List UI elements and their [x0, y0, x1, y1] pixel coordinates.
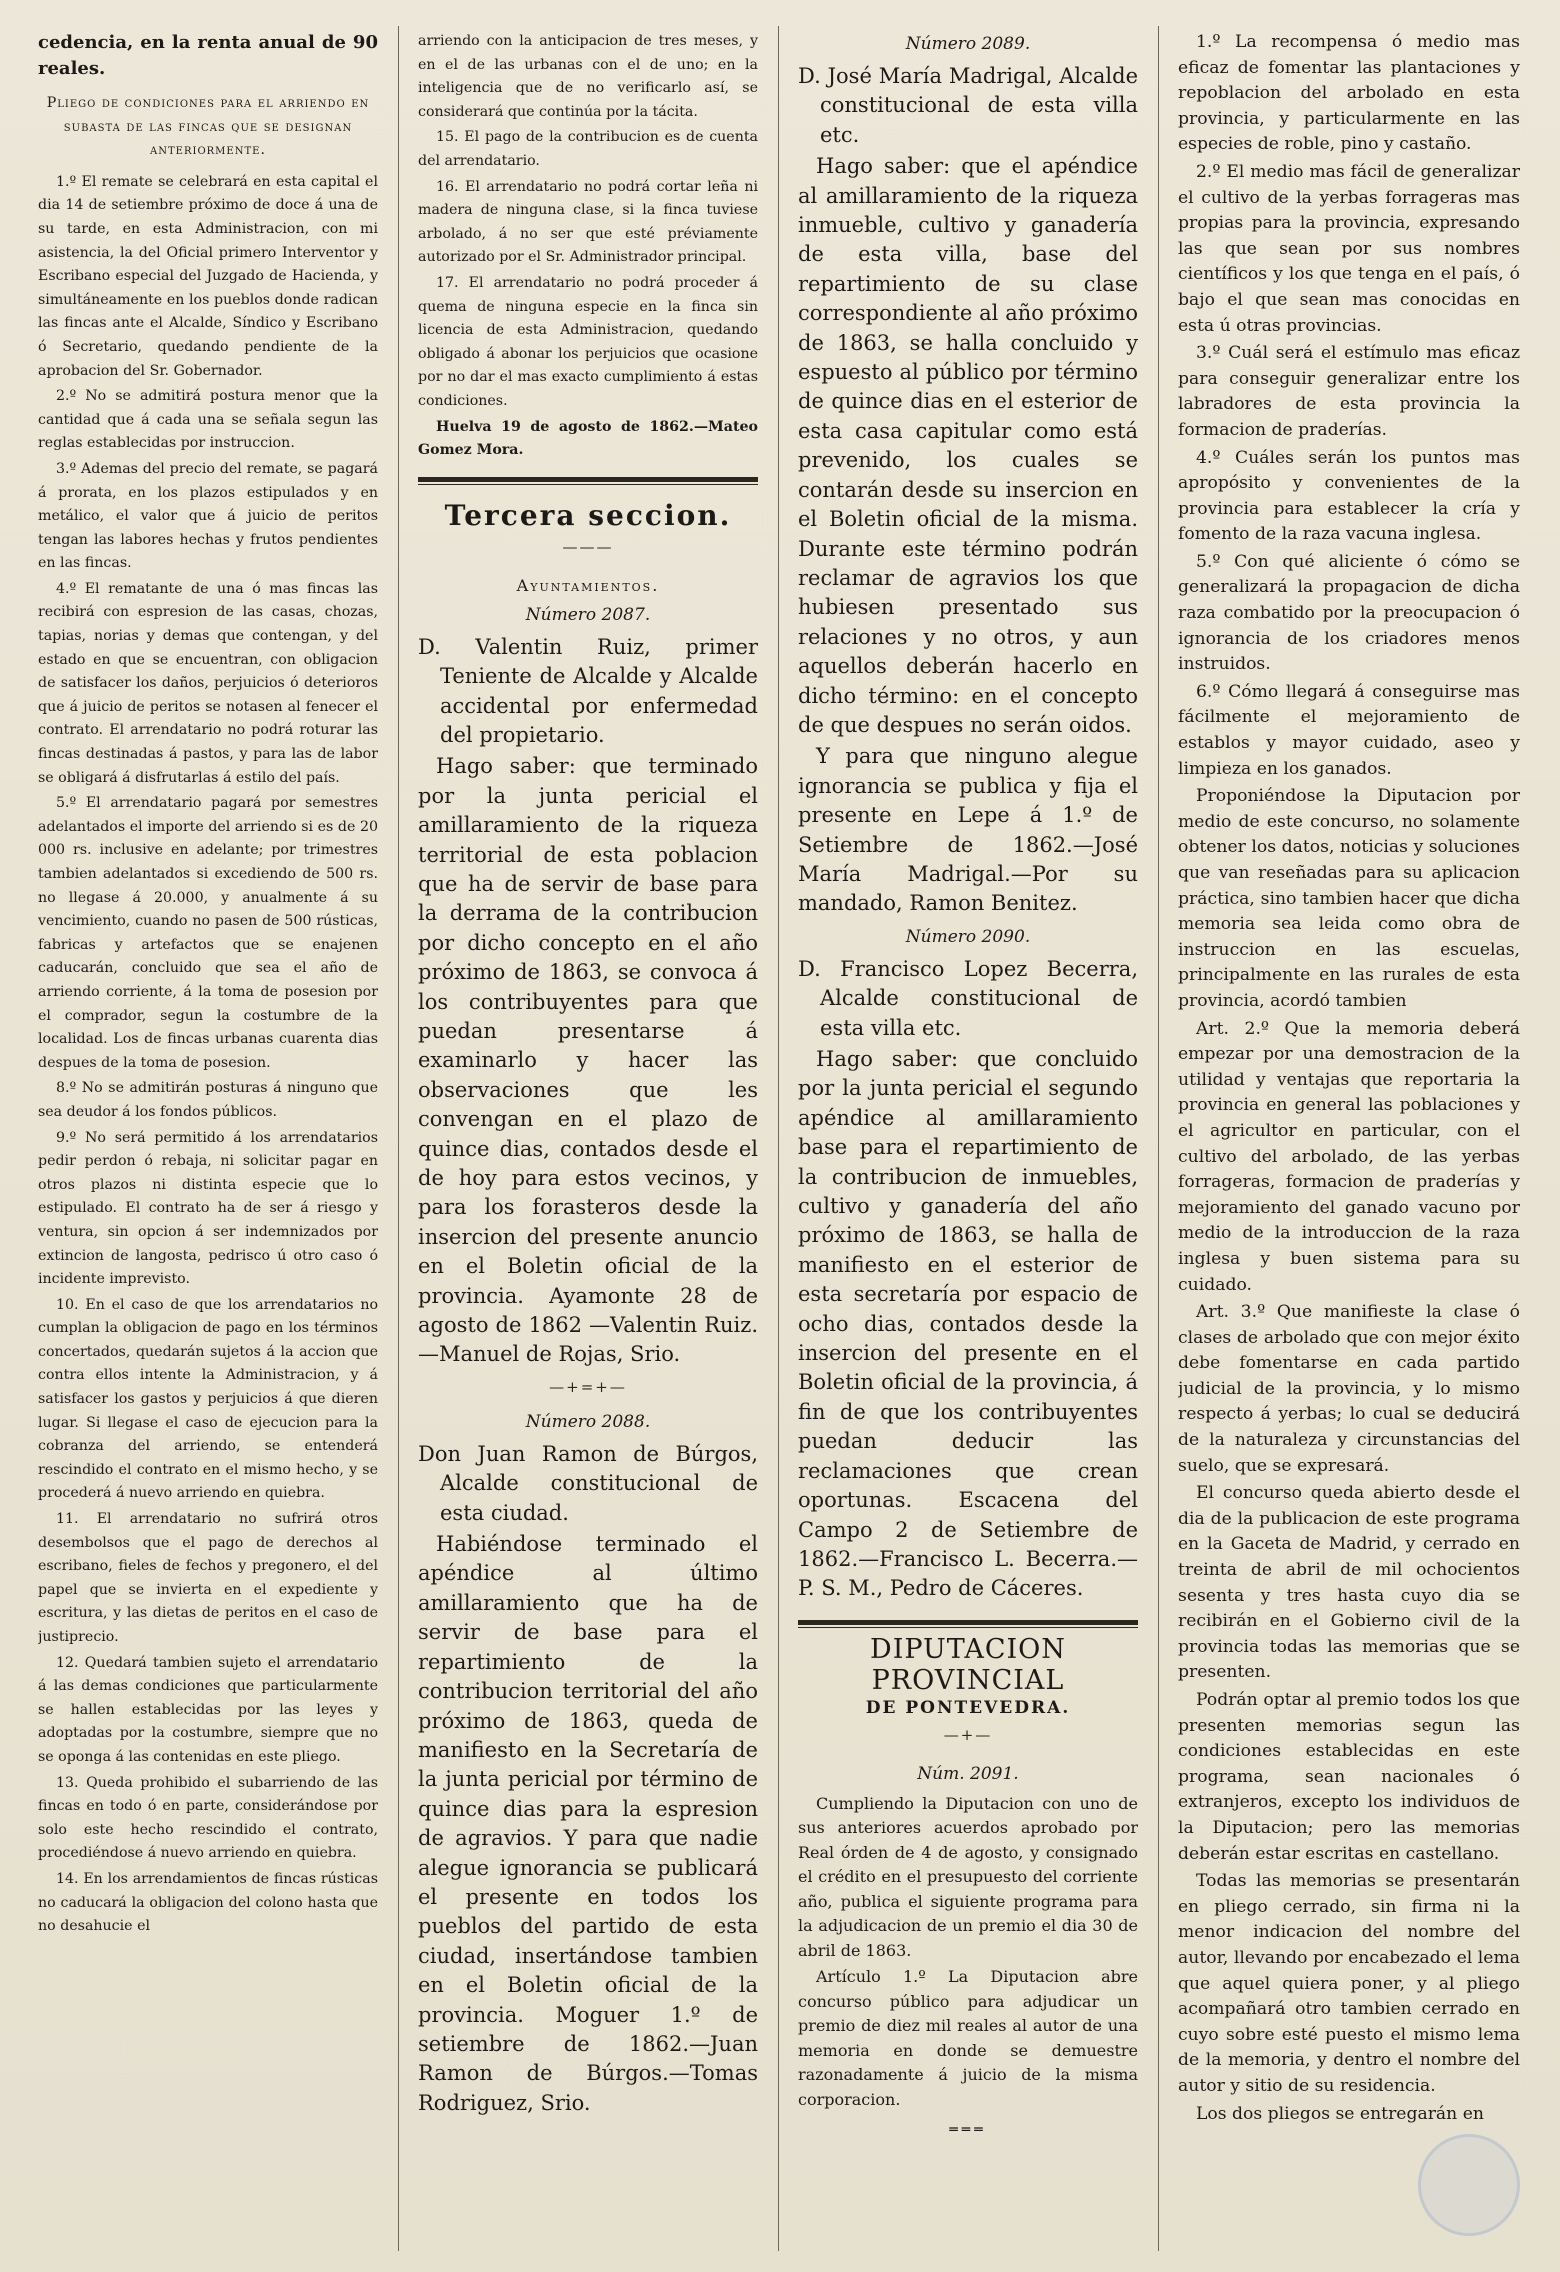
notice-author: Don Juan Ramon de Búrgos, Alcalde constitucional de esta ciudad.	[418, 1441, 758, 1525]
notice-author: D. Valentin Ruiz, primer Teniente de Alcalde y Alcalde accidental por enfermedad del propietario.	[418, 634, 758, 747]
column-rule	[1158, 26, 1159, 2251]
paragraph: 4.º El rematante de una ó mas fincas las recibirá con espresion de las casas, chozas, tapias, norias y demas que contengan, y del estado en que se encuentran, con obligacion de satisfacer los daños, perjuicios ó deterioros que á juicio de peritos se notasen al fenecer el contrato. El arrendatario no podrá roturar las fincas destinadas á pastos, y para las de labor se obligará á disfrutarlas á estilo del país.	[38, 580, 378, 786]
paragraph: 3.º Cuál será el estímulo mas eficaz para conseguir generalizar entre los labradores de esta provincia la formacion de praderías.	[1178, 343, 1520, 440]
ornament: —+=+—	[549, 1377, 627, 1396]
notice-author: D. Francisco Lopez Becerra, Alcalde constitucional de esta villa etc.	[798, 956, 1138, 1040]
paragraph: Hago saber: que el apéndice al amillaramiento de la riqueza inmueble, cultivo y ganadería de esta villa, base del repartimiento de su clase correspondiente al año próximo de 1863, se halla concluido y espuesto al público por término de quince dias en el esterior de esta casa capitular como está prevenido, los cuales se contarán desde su insercion en el Boletin oficial de la misma. Durante este término podrán reclamar de agravios los que hubiesen presentado sus relaciones y no otros, y aun aquellos deberán hacerlo en dicho término: en el concepto de que despues no serán oidos.	[798, 154, 1138, 737]
paragraph: 11. El arrendatario no sufrirá otros desembolsos que el pago de derechos al escribano, fieles de fechos y pregonero, el del papel que se invierta en el expediente y escritura, y las dietas de peritos en el caso de justiprecio.	[38, 1511, 378, 1645]
notice-number: Número 2087.	[525, 604, 651, 625]
notice-number: Número 2089.	[905, 34, 1031, 54]
paragraph: Artículo 1.º La Diputacion abre concurso público para adjudicar un premio de diez mil reales al autor de una memoria en donde se demuestre razonadamente á juicio de la misma corporacion.	[798, 1967, 1138, 2109]
ornament: —+—	[943, 1725, 993, 1744]
paragraph: El concurso queda abierto desde el dia de la publicacion de este programa en la Gaceta de Madrid, y cerrado en treinta de abril de mil ochocientos sesenta y tres hasta cuyo dia se recibirán en el Gobierno civil de la provincia todas las memorias que se presenten.	[1178, 1483, 1520, 1683]
notice-number: Número 2088.	[525, 1411, 651, 1432]
paragraph: 5.º Con qué aliciente ó cómo se generalizará la propagacion de dicha raza combatido por la preocupacion ó ignorancia de los criadores menos instruidos.	[1178, 551, 1520, 675]
paragraph: Art. 3.º Que manifieste la clase ó clases de arbolado que con mejor éxito debe fomentarse en cada partido judicial de la provincia, y lo mismo respecto á yerbas; lo cual se deducirá de la naturaleza y circunstancias del suelo, que se expresará.	[1178, 1302, 1520, 1476]
paragraph: arriendo con la anticipacion de tres meses, y en el de las urbanas con el de uno; en la inteligencia que de no verificarlo así, se considerará que continúa por la tácita.	[418, 33, 758, 120]
paragraph: 13. Queda prohibido el subarriendo de las fincas en todo ó en parte, considerándose por solo este hecho rescindido el contrato, procediéndose á nuevo arriendo en quiebra.	[38, 1774, 378, 1862]
paragraph: 10. En el caso de que los arrendatarios no cumplan la obligacion de pago en los términos concertados, quedarán sujetos á la accion que contra ellos intente la Administracion, y á satisfacer los gastos y perjuicios á que dieren lugar. Si llegase el caso de ejecucion para la cobranza del arriendo, se entenderá rescindido el contrato en el mismo hecho, y se procederá á nuevo arriendo en quiebra.	[38, 1296, 378, 1502]
ornament: ═══	[949, 2122, 987, 2139]
paragraph: 8.º No se admitirán posturas á ninguno que sea deudor á los fondos públicos.	[38, 1080, 378, 1120]
column-3	[798, 30, 1138, 2258]
paragraph: Y para que ninguno alegue ignorancia se publica y fija el presente en Lepe á 1.º de Setiembre de 1862.—José María Madrigal.—Por su mandado, Ramon Benitez.	[798, 744, 1138, 916]
paragraph: Cumpliendo la Diputacion con uno de sus anteriores acuerdos aprobado por Real órden de 4 de agosto, y consignado el crédito en el presupuesto del corriente año, publica el siguiente programa para la adjudicacion de un premio el dia 30 de abril de 1863.	[798, 1793, 1138, 1960]
paragraph: 1.º La recompensa ó medio mas eficaz de fomentar las plantaciones y repoblacion del arbolado en esta provincia, y particularmente en las especies de roble, pino y castaño.	[1178, 32, 1520, 155]
divider	[418, 484, 758, 485]
paragraph: Habiéndose terminado el apéndice al último amillaramiento que ha de servir de base para el repartimiento de la contribucion territorial del año próximo de 1863, queda de manifiesto en la Secretaría de la junta pericial por término de quince dias para la espresion de agravios. Y para que nadie alegue ignorancia se publicará el presente en todos los pueblos del partido de esta ciudad, insertándose tambien en el Boletin oficial de la provincia. Moguer 1.º de setiembre de 1862.—Juan Ramon de Búrgos.—Tomas Rodriguez, Srio.	[418, 1532, 758, 2115]
paragraph: Podrán optar al premio todos los que presenten memorias segun las condiciones establecidas en este programa, sean nacionales ó extranjeros, excepto los individuos de la Diputacion; pero las memorias deberán estar escritas en castellano.	[1178, 1690, 1520, 1864]
subsection-title: Ayuntamientos.	[516, 575, 660, 595]
paragraph: 6.º Cómo llegará á conseguirse mas fácilmente el mejoramiento de establos y mayor cuidado, aseo y limpieza en los ganados.	[1178, 681, 1520, 779]
paragraph: Todas las memorias se presentarán en pliego cerrado, sin firma ni la menor indicacion del nombre del autor, llevando por encabezado el lema que aquel quiera poner, y al pliego acompañará otro tambien cerrado en cuyo sobre esté puesto el mismo lema de la memoria, y dentro el nombre del autor y sitio de su residencia.	[1178, 1871, 1520, 2096]
conditions-heading: Pliego de condiciones para el arriendo en subasta de las fincas que se designan anteriormente.	[46, 95, 370, 159]
ornament: ———	[562, 537, 614, 556]
paragraph: Art. 2.º Que la memoria deberá empezar por una demostracion de la utilidad y ventajas que reportaria la provincia en general las poblaciones y el agricultor en particular, con el cultivo del arbolado, de las yerbas forrageras, formacion de praderías y mejoramiento del ganado vacuno por medio de la introduccion de la raza inglesa y buen sistema para su cuidado.	[1178, 1018, 1520, 1295]
paragraph: 9.º No será permitido á los arrendatarios pedir perdon ó rebaja, ni solicitar pagar en otros plazos ni distinta especie que lo estipulado. El contrato ha de ser á riesgo y ventura, sin opcion á ser indemnizados por extincion de langosta, pedrisco ú otro caso ó incidente imprevisto.	[38, 1129, 378, 1288]
signature: Huelva 19 de agosto de 1862.—Mateo Gomez Mora.	[418, 418, 758, 459]
paragraph: 4.º Cuáles serán los puntos mas apropósito y convenientes de la provincia para establecer la cría y fomento de la raza vacuna inglesa.	[1178, 447, 1520, 545]
paragraph: Los dos pliegos se entregarán en	[1196, 2103, 1484, 2124]
section-title: Tercera seccion.	[444, 498, 732, 532]
paragraph: 12. Quedará tambien sujeto el arrendatario á las demas condiciones que particularmente se hallen establecidas por las leyes y adoptadas por la costumbre, siempre que no se oponga á las contenidas en este pliego.	[38, 1654, 378, 1765]
divider	[798, 1620, 1138, 1625]
column-rule	[398, 26, 399, 2251]
paragraph: Hago saber: que terminado por la junta pericial el amillaramiento de la riqueza territorial de esta poblacion que ha de servir de base para la derrama de la contribucion por dicho concepto en el año próximo de 1863, se convoca á los contribuyentes para que puedan presentarse á examinarlo y hacer las observaciones que les convengan en el plazo de quince dias, contados desde el de hoy para estos vecinos, y para los forasteros desde la insercion del presente anuncio en el Boletin oficial de la provincia. Ayamonte 28 de agosto de 1862 —Valentin Ruiz.—Manuel de Rojas, Srio.	[418, 754, 758, 1367]
notice-author: D. José María Madrigal, Alcalde constitucional de esta villa etc.	[798, 64, 1138, 147]
paragraph: 2.º No se admitirá postura menor que la cantidad que á cada una se señala segun las reglas establecidas por instruccion.	[38, 388, 378, 452]
divider	[798, 1627, 1138, 1628]
column-4	[1178, 30, 1520, 2258]
paragraph: Proponiéndose la Diputacion por medio de este concurso, no solamente obtener los datos, noticias y soluciones que van reseñadas para su aplicacion práctica, sino tambien hacer que dicha memoria sea leida como obra de instruccion en las escuelas, principalmente en las rurales de esta provincia, acordó tambien	[1178, 786, 1520, 1011]
paragraph: cedencia, en la renta anual de 90 reales.	[38, 32, 378, 79]
diputacion-subtitle: DE PONTEVEDRA.	[865, 1697, 1071, 1718]
paragraph: 5.º El arrendatario pagará por semestres adelantados el importe del arriendo si es de 20 000 rs. inclusive en adelante; por trimestres tambien adelantados si excediendo de 500 rs. no llegase á 20.000, y anualmente á su vencimiento, cuando no pasen de 500 rústicas, fabricas y artefactos que se enajenen caducarán, concluido que sea el año de arriendo corriente, á la toma de posesion por el comprador, segun la costumbre de la localidad. Los de fincas urbanas cuarenta dias despues de la toma de posesion.	[38, 795, 378, 1071]
notice-number: Núm. 2091.	[917, 1763, 1019, 1784]
paragraph: 16. El arrendatario no podrá cortar leña ni madera de ninguna clase, si la finca tuviese arbolado, á no ser que esté préviamente autorizado por el Sr. Administrador principal.	[418, 178, 758, 266]
column-1	[38, 30, 378, 2258]
paragraph: Hago saber: que concluido por la junta pericial el segundo apéndice al amillaramiento base para el repartimiento de la contribucion de inmuebles, cultivo y ganadería del año próximo de 1863, se halla de manifiesto en el esterior de esta secretaría por espacio de ocho dias, contados desde la insercion del presente en el Boletin oficial de la provincia, á fin de que los contribuyentes puedan deducir las reclamaciones que crean oportunas. Escacena del Campo 2 de Setiembre de 1862.—Francisco L. Becerra.—P. S. M., Pedro de Cáceres.	[798, 1047, 1138, 1601]
library-seal-icon	[1418, 2134, 1520, 2236]
column-2	[418, 30, 758, 2258]
notice-number: Número 2090.	[905, 926, 1031, 947]
paragraph: 3.º Ademas del precio del remate, se pagará á prorata, en los plazos estipulados y en metálico, el valor que á juicio de peritos tengan las labores hechas y frutos pendientes en las fincas.	[38, 460, 378, 572]
paragraph: 15. El pago de la contribucion es de cuenta del arrendatario.	[418, 129, 758, 169]
paragraph: 2.º El medio mas fácil de generalizar el cultivo de la yerbas forrageras mas propias para la provincia, expresando las que sean por sus nombres científicos y los que tenga en el país, ó bajo el que sean mas conocidas en esta ú otras provincias.	[1178, 161, 1520, 336]
divider	[418, 477, 758, 482]
paragraph: 17. El arrendatario no podrá proceder á quema de ninguna especie en la finca sin licencia de esta Administracion, quedando obligado á abonar los perjuicios que ocasione por no dar el mas exacto cumplimiento á estas condiciones.	[418, 274, 758, 409]
paragraph: 1.º El remate se celebrará en esta capital el dia 14 de setiembre próximo de doce á una de su tarde, en esta Administracion, con mi asistencia, la del Oficial primero Interventor y Escribano especial del Juzgado de Hacienda, y simultáneamente en los pueblos donde radican las fincas ante el Alcalde, Síndico y Escribano ó Secretario, quedando pendiente de la aprobacion del Sr. Gobernador.	[38, 173, 378, 379]
diputacion-title: DIPUTACION PROVINCIAL	[870, 1633, 1066, 1696]
paragraph: 14. En los arrendamientos de fincas rústicas no caducará la obligacion del colono hasta que no desahucie el	[38, 1870, 378, 1935]
column-rule	[778, 26, 779, 2251]
